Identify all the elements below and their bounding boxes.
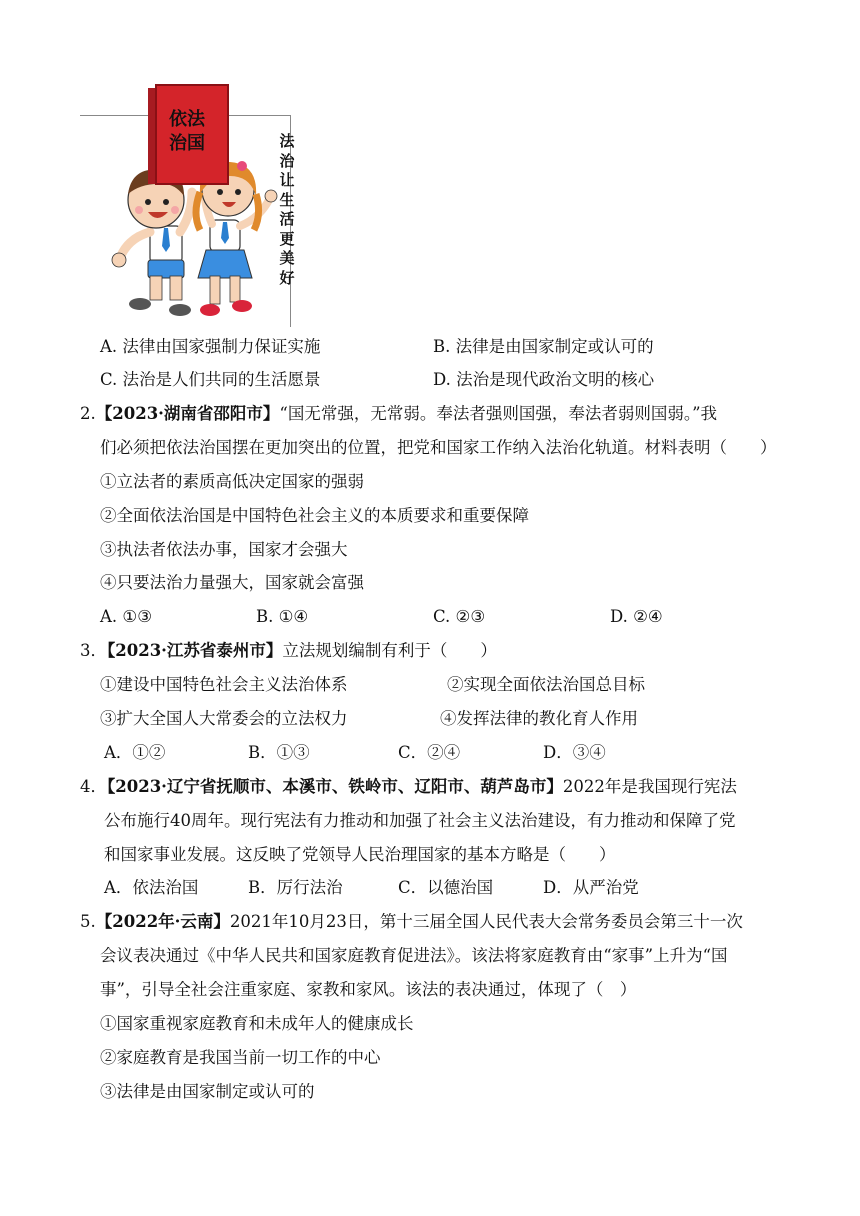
q5-item-3: ③法律是由国家制定或认可的	[100, 1082, 315, 1101]
q4-stem-line2: 公布施行40周年。现行宪法有力推动和加强了社会主义法治建设，有力推动和保障了党	[104, 811, 736, 830]
q4-source: 【2023·辽宁省抚顺市、本溪市、铁岭市、辽阳市、葫芦岛市】	[107, 777, 563, 796]
q5-stem-text1: 2021年10月23日，第十三届全国人民代表大会常务委员会第三十一次	[229, 912, 743, 931]
q5-stem-line3: 事”，引导全社会注重家庭、家教和家风。该法的表决通过，体现了（ ）	[100, 980, 637, 999]
q4-option-d: D．从严治党	[543, 878, 639, 897]
q1-option-c: C. 法治是人们共同的生活愿景	[100, 370, 321, 389]
q2-item-2: ②全面依法治国是中国特色社会主义的本质要求和重要保障	[100, 506, 529, 525]
book-spine	[148, 88, 155, 184]
book-label	[169, 108, 205, 156]
q4-option-a: A．依法治国	[104, 878, 199, 897]
q2-item-4: ④只要法治力量强大，国家就会富强	[100, 573, 364, 592]
q1-option-b: B. 法律是由国家制定或认可的	[433, 337, 654, 356]
q4-option-c: C．以德治国	[398, 878, 494, 897]
q3-source: 【2023·江苏省泰州市】	[107, 641, 283, 660]
q5-item-1: ①国家重视家庭教育和未成年人的健康成长	[100, 1014, 414, 1033]
q3-option-c: C．②④	[398, 743, 461, 762]
q2-stem-line2: 们必须把依法治国摆在更加突出的位置，把党和国家工作纳入法治化轨道。材料表明（ ）	[100, 438, 777, 457]
q2-option-d: D. ②④	[610, 607, 663, 626]
book-label-line1: 依法	[169, 109, 205, 130]
law-illustration	[80, 84, 295, 328]
q2-option-c: C. ②③	[433, 607, 486, 626]
boy-figure	[112, 170, 192, 317]
q5-item-2: ②家庭教育是我国当前一切工作的中心	[100, 1048, 381, 1067]
q5-number: 5.	[80, 912, 96, 931]
q3-stem-text: 立法规划编制有利于（ ）	[282, 641, 497, 660]
vertical-slogan: 法治让生活更美好	[279, 132, 295, 287]
q4-stem-line1	[80, 776, 737, 798]
q3-item-2: ②实现全面依法治国总目标	[447, 675, 645, 694]
q4-stem-text1: 2022年是我国现行宪法	[562, 777, 737, 796]
q5-stem-line2: 会议表决通过《中华人民共和国家庭教育促进法》。该法将家庭教育由“家事”上升为“国	[100, 946, 728, 965]
q2-source: 【2023·湖南省邵阳市】	[95, 404, 280, 423]
q2-option-a: A. ①③	[100, 607, 152, 626]
q1-option-d: D. 法治是现代政治文明的核心	[433, 370, 655, 389]
q5-source: 【2022年·云南】	[95, 912, 230, 931]
q3-option-b: B．①③	[248, 743, 310, 762]
q3-number: 3．	[80, 641, 107, 660]
q3-stem	[80, 640, 497, 662]
q3-option-d: D．③④	[543, 743, 606, 762]
q2-item-3: ③执法者依法办事，国家才会强大	[100, 540, 348, 559]
q2-stem-text1: “国无常强，无常弱。奉法者强则国强，奉法者弱则国弱。”我	[279, 404, 718, 423]
q5-stem-line1	[80, 911, 743, 933]
q3-option-a: A．①②	[104, 743, 166, 762]
q2-stem-line1	[80, 403, 717, 425]
q4-option-b: B．厉行法治	[248, 878, 343, 897]
q3-item-1: ①建设中国特色社会主义法治体系	[100, 675, 348, 694]
q3-item-4: ④发挥法律的教化育人作用	[440, 709, 638, 728]
q2-number: 2.	[80, 404, 96, 423]
q3-item-3: ③扩大全国人大常委会的立法权力	[100, 709, 348, 728]
q4-number: 4．	[80, 777, 107, 796]
q2-option-b: B. ①④	[256, 607, 309, 626]
red-book	[155, 84, 229, 185]
q2-item-1: ①立法者的素质高低决定国家的强弱	[100, 472, 364, 491]
book-label-line2: 治国	[169, 133, 205, 154]
q1-option-a: A. 法律由国家强制力保证实施	[100, 337, 321, 356]
q4-stem-line3: 和国家事业发展。这反映了党领导人民治理国家的基本方略是（ ）	[104, 845, 616, 864]
